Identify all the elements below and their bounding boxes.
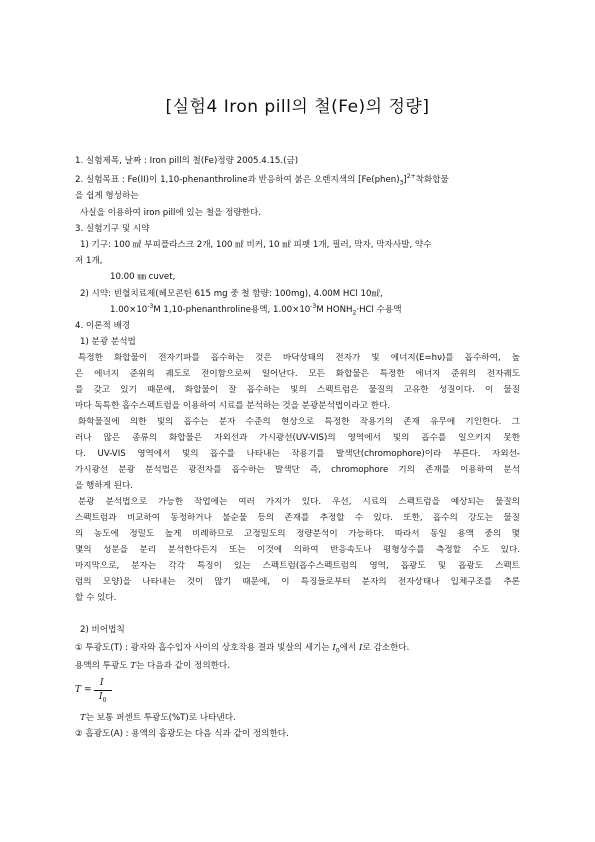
paragraph-line: 할 수 있다.	[75, 593, 117, 603]
subsection-beer-law: 2) 비어법칙	[80, 625, 125, 635]
document-title: [실험4 Iron pill의 철(Fe)의 정량]	[165, 97, 430, 117]
fraction-bar	[94, 690, 112, 691]
paragraph-line: 의 농도에 정밀도 높게 비례하므로 고정밀도의 정량분석이 가능하다. 따라서 동일 용액 중의 몇	[75, 529, 520, 539]
paragraph-line: 마다 독특한 흡수스펙트럼을 이용하여 시료를 분석하는 것을 분광분석법이라고 한다.	[75, 401, 391, 411]
paragraph-line: 를 갖고 있기 때문에, 화합물이 잘 흡수하는 빛의 스펙트럼은 물질의 고유한 성질이다. 이 물질	[75, 385, 520, 395]
transmittance-percent-note: T는 보통 퍼센트 투광도(%T)로 나타낸다.	[80, 713, 236, 723]
equation-equals: =	[84, 685, 92, 695]
absorbance-definition: ② 흡광도(A) : 용액의 흡광도는 다음 식과 같이 정의한다.	[75, 729, 289, 739]
reagent-list: 2) 시약: 빈혈치료제(헤모콘틴 615 mg 중 철 함량: 100mg), 4.00M HCl 10㎖,	[80, 289, 383, 299]
paragraph-line: 마지막으로, 분자는 각각 특징이 있는 스펙트럼(흡수스펙트럼의 영역, 흡광도 및 흡광도 스펙트	[75, 561, 520, 571]
paragraph-line: 럼의 모양)을 나타내는 것이 많기 때문에, 이 특징들로부터 분자의 전자상태나 입체구조를 추론	[75, 577, 520, 587]
paragraph-line: 을 행하게 된다.	[75, 481, 134, 491]
paragraph-line: 분광 분석법으로 가능한 작업에는 여러 가지가 있다. 우선, 시료의 스펙트럼을 예상되는 물질의	[78, 497, 520, 507]
transmittance-definition: ① 투광도(T) : 광자와 흡수입자 사이의 상호작용 결과 빛살의 세기는 $I_0$에서 I로 감소한다.	[75, 643, 410, 655]
equipment-list: 1) 기구: 100 ㎖ 부피플라스크 2개, 100 ㎖ 비커, 10 ㎖ 피펫 1개, 필러, 막자, 막자사발, 약수	[80, 240, 432, 250]
paragraph-line: 몇의 성분을 분리 분석한다든지 또는 이것에 의하여 반응속도나 평형상수를 측정할 수도 있다.	[75, 545, 520, 555]
reagent-list-cont: $1.00\times 10^{-3}M$ 1,10-phenanthroline용액, $1.00\times 10^{-3}M$ $HONH_2\cdot HCl$ 수용액	[110, 303, 402, 317]
paragraph-line: 은 에너지 준위의 궤도로 전이함으로써 일어난다. 모든 화합물은 특정한 에너지 준위의 전자궤도	[75, 369, 520, 379]
paragraph-line: 화학물질에 의한 빛의 흡수는 분자 수준의 현상으로 특정한 작용기의 존재 유무에 기인한다. 그	[78, 417, 520, 427]
subsection-spectroscopy: 1) 분광 분석법	[80, 337, 136, 347]
section-4-heading: 4. 이론적 배경	[75, 321, 131, 331]
section-1-title-date: 1. 실험제목, 날짜 : Iron pill의 철(Fe)정량 2005.4.15.(금)	[75, 156, 299, 166]
transmittance-definition-cont: 용액의 투광도 T는 다음과 같이 정의한다.	[75, 661, 230, 671]
paragraph-line: 러나 많은 종류의 화합물은 자외선과 가시광선(UV-VIS)의 영역에서 빛의 흡수를 일으키지 못한	[75, 433, 520, 443]
paragraph-line: 가시광선 분광 분석법은 광전자를 흡수하는 발색단 즉, chromophore 기의 존재를 이용하여 분석	[75, 465, 520, 475]
equipment-cuvet: 10.00 ㎜ cuvet,	[110, 272, 176, 282]
section-2-objective-cont2: 사실을 이용하여 iron pill에 있는 철을 정량한다.	[80, 208, 262, 218]
paragraph-line: 특정한 화합물이 전자기파를 흡수하는 것은 바닥상태의 전자가 빛 에너지(E=hν)를 흡수하여, 높	[78, 353, 520, 363]
section-2-objective: 2. 실험목표 : Fe(II)이 1,10-phenanthroline과 반응하여 붉은 오렌지색의 $[Fe(phen)_3]^{2+}$착화합물	[75, 173, 449, 187]
equipment-list-cont: 저 1개,	[75, 256, 103, 266]
equation-numerator: I	[100, 678, 104, 688]
equation-lhs: T	[75, 685, 82, 695]
paragraph-line: 다. UV-VIS 영역에서 빛의 흡수를 나타내는 작용기를 발색단(chromophore)이라 부른다. 자외선-	[75, 449, 520, 459]
section-3-heading: 3. 실험기구 및 시약	[75, 224, 150, 234]
section-2-objective-cont: 을 쉽게 형성하는	[75, 191, 139, 201]
paragraph-line: 스펙트럼과 비교하여 동정하거나 불순물 등의 존재를 추정할 수 있다. 또한, 흡수의 강도는 물질	[75, 513, 520, 523]
equation-denominator: $I_0$	[99, 692, 107, 704]
